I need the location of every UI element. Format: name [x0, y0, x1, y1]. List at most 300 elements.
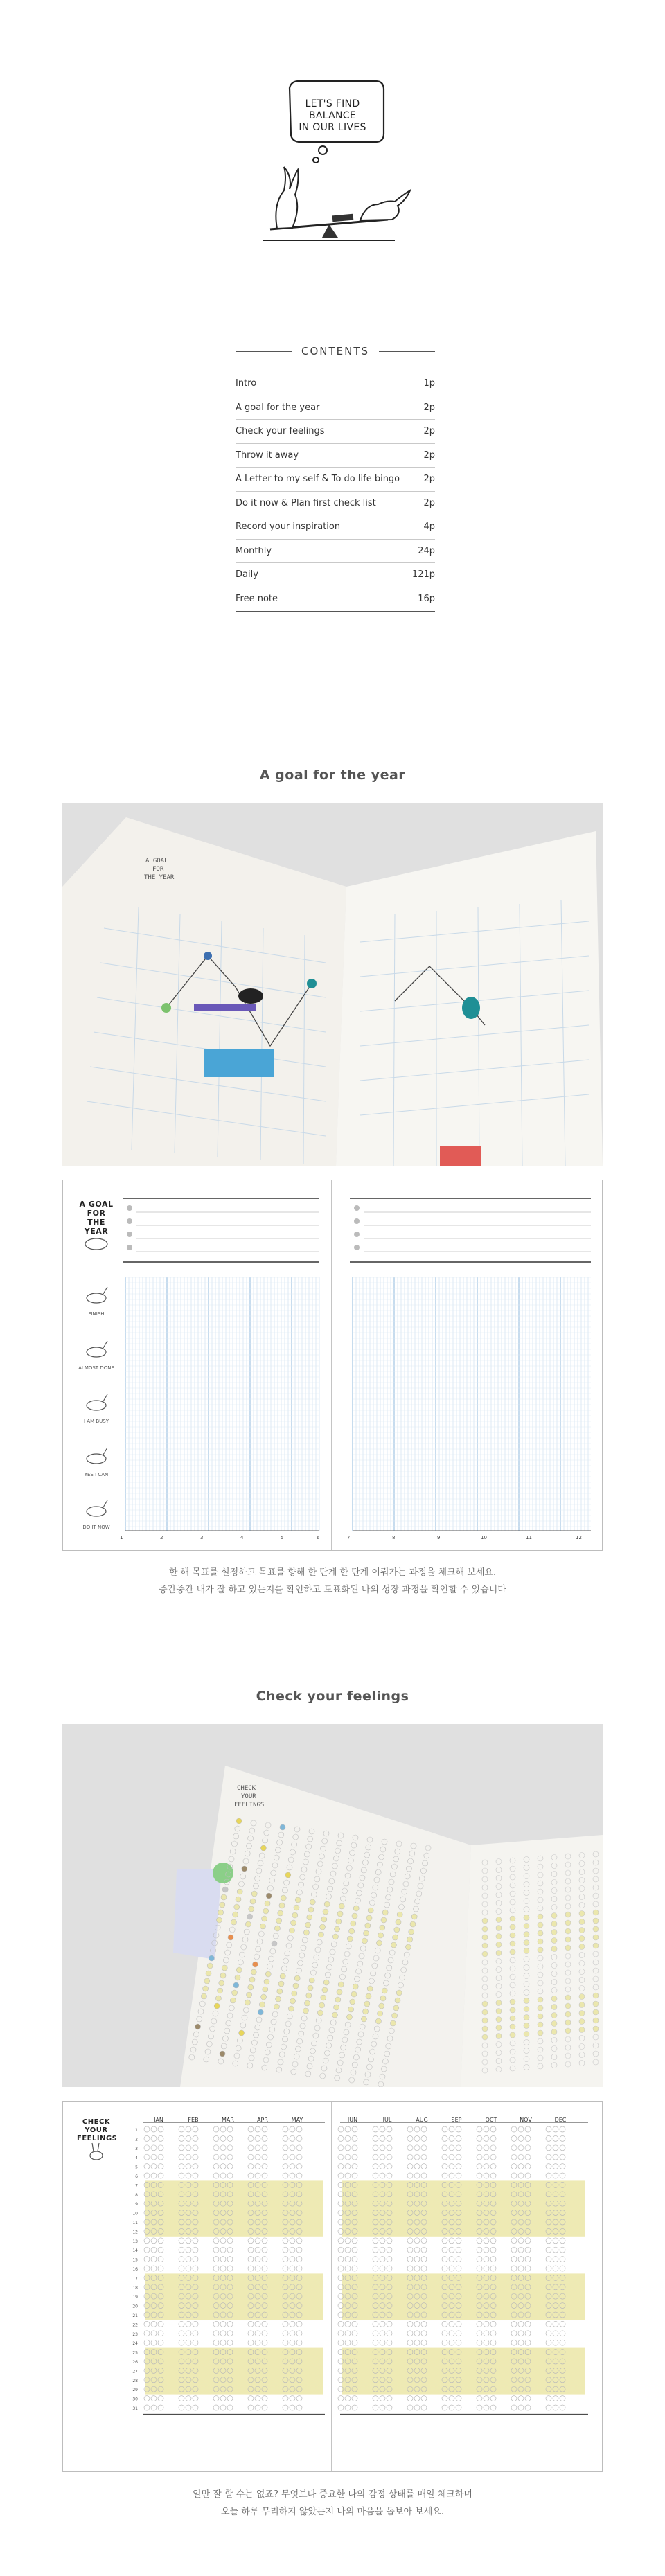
mood-circle	[227, 2266, 233, 2271]
mood-dot	[579, 1994, 585, 2000]
mood-circle	[213, 2145, 219, 2151]
mood-circle	[283, 2405, 288, 2410]
mood-dot	[482, 2034, 488, 2040]
mood-dot	[218, 1988, 223, 1993]
mood-circle	[158, 2164, 163, 2169]
mood-dot	[285, 1872, 291, 1878]
mood-circle	[477, 2405, 482, 2410]
mood-circle	[421, 2247, 427, 2253]
mood-circle	[525, 2396, 531, 2401]
mood-dot	[482, 2001, 488, 2007]
mood-circle	[338, 2238, 344, 2244]
mood-circle	[193, 2321, 198, 2327]
mood-circle	[144, 2173, 150, 2178]
mood-dot	[251, 1969, 256, 1975]
mood-circle	[387, 2266, 392, 2271]
mood-circle	[546, 2145, 551, 2151]
mood-dot	[337, 1911, 343, 1917]
mood-circle	[477, 2266, 482, 2271]
mood-circle	[380, 2321, 385, 2327]
mood-circle	[296, 2126, 302, 2132]
mood-dot	[524, 2032, 529, 2037]
mood-circle	[407, 2405, 413, 2410]
mood-circle	[144, 2396, 150, 2401]
mood-dot	[396, 1990, 402, 1996]
mood-dot	[524, 1932, 529, 1937]
mood-circle	[151, 2126, 157, 2132]
mood-circle	[553, 2145, 558, 2151]
toc-label: Check your feelings	[236, 426, 325, 437]
mood-dot	[393, 2005, 399, 2011]
mood-circle	[144, 2405, 150, 2410]
mood-circle	[193, 2126, 198, 2132]
mood-dot	[292, 1912, 298, 1918]
mood-dot	[278, 1981, 284, 1987]
toc-page: 4p	[423, 522, 435, 533]
mood-circle	[449, 2331, 454, 2336]
mood-circle	[407, 2396, 413, 2401]
mood-circle	[151, 2340, 157, 2345]
mood-circle	[373, 2247, 378, 2253]
mood-dot	[289, 1928, 294, 1933]
mood-dot	[288, 2006, 294, 2011]
mood-circle	[186, 2405, 191, 2410]
mood-dot	[496, 2000, 502, 2006]
mood-circle	[227, 2145, 233, 2151]
mood-circle	[525, 2173, 531, 2178]
month-label: NOV	[520, 2117, 532, 2123]
mood-dot	[260, 1924, 265, 1929]
mood-dot	[593, 1910, 598, 1915]
mood-circle	[290, 2135, 295, 2141]
mood-circle	[193, 2405, 198, 2410]
goal-bullet	[127, 1205, 132, 1211]
mood-circle	[407, 2340, 413, 2345]
mood-circle	[421, 2126, 427, 2132]
mood-dot	[323, 1980, 329, 1985]
mood-circle	[407, 2247, 413, 2253]
mood-dot	[260, 1845, 266, 1851]
mood-dot	[510, 1949, 515, 1955]
mood-circle	[484, 2247, 489, 2253]
mood-circle	[158, 2238, 163, 2244]
mood-circle	[220, 2405, 226, 2410]
mood-dot	[482, 1951, 488, 1957]
mood-circle	[449, 2257, 454, 2262]
mood-dot	[565, 1920, 571, 1926]
mood-circle	[262, 2331, 267, 2336]
mood-circle	[179, 2238, 184, 2244]
mood-circle	[220, 2164, 226, 2169]
mood-circle	[373, 2145, 378, 2151]
mood-circle	[387, 2145, 392, 2151]
mood-dot	[222, 1887, 228, 1892]
mood-dot	[290, 1998, 296, 2004]
toc-page: 2p	[423, 426, 435, 437]
mood-circle	[151, 2257, 157, 2262]
mood-dot	[263, 1908, 269, 1914]
mood-circle	[553, 2257, 558, 2262]
mood-circle	[186, 2321, 191, 2327]
mood-circle	[407, 2154, 413, 2160]
mood-circle	[407, 2257, 413, 2262]
mood-circle	[518, 2340, 524, 2345]
mood-circle	[227, 2247, 233, 2253]
mood-circle	[518, 2247, 524, 2253]
mood-circle	[387, 2247, 392, 2253]
mood-circle	[158, 2154, 163, 2160]
mood-dot	[363, 2009, 369, 2014]
mood-circle	[151, 2405, 157, 2410]
mood-circle	[421, 2173, 427, 2178]
mood-circle	[290, 2173, 295, 2178]
mood-circle	[414, 2164, 420, 2169]
mood-circle	[352, 2126, 357, 2132]
mood-dot	[496, 2034, 502, 2039]
mood-dot	[362, 1938, 367, 1944]
mood-dot	[276, 1996, 281, 2002]
mood-circle	[179, 2321, 184, 2327]
day-number: 4	[135, 2156, 138, 2161]
mood-circle	[407, 2331, 413, 2336]
mood-dot	[261, 1994, 267, 2000]
mood-dot	[397, 1912, 402, 1917]
mood-dot	[206, 1971, 211, 1976]
month-label: AUG	[416, 2117, 428, 2123]
mood-circle	[186, 2238, 191, 2244]
mood-dot	[565, 1995, 571, 2000]
mood-dot	[228, 1935, 233, 1940]
mood-circle	[262, 2257, 267, 2262]
title-line: FEELINGS	[77, 2135, 118, 2142]
mood-dot	[239, 2030, 245, 2036]
mood-dot	[303, 2008, 308, 2014]
rabbit-icon	[87, 1293, 106, 1303]
day-number: 18	[132, 2285, 138, 2291]
mood-circle	[283, 2340, 288, 2345]
rabbit-ear	[103, 1287, 107, 1294]
mood-circle	[248, 2266, 254, 2271]
month-label: DEC	[554, 2117, 567, 2123]
mood-circle	[193, 2396, 198, 2401]
mood-dot	[279, 1903, 285, 1908]
mood-circle	[296, 2247, 302, 2253]
mood-circle	[407, 2145, 413, 2151]
mood-dot	[236, 1967, 242, 1973]
toc-label: A Letter to my self & To do life bingo	[236, 474, 400, 485]
axis-month: 11	[526, 1535, 532, 1540]
goal-bullet	[127, 1218, 132, 1224]
mood-circle	[442, 2340, 447, 2345]
mood-dot	[318, 1932, 323, 1937]
mood-circle	[227, 2173, 233, 2178]
mood-circle	[560, 2247, 565, 2253]
mood-circle	[144, 2331, 150, 2336]
mood-circle	[193, 2164, 198, 2169]
mood-dot	[366, 1993, 371, 1999]
mood-dot	[380, 1996, 386, 2001]
mood-circle	[158, 2331, 163, 2336]
mood-circle	[213, 2173, 219, 2178]
mood-circle	[255, 2154, 260, 2160]
mood-circle	[213, 2164, 219, 2169]
mood-dot	[321, 1917, 327, 1922]
mood-dot	[551, 2005, 557, 2010]
mood-circle	[283, 2164, 288, 2169]
mood-dot	[236, 1818, 242, 1824]
mood-circle	[553, 2126, 558, 2132]
mood-circle	[283, 2154, 288, 2160]
mood-circle	[220, 2173, 226, 2178]
mood-dot	[410, 1921, 416, 1927]
mood-circle	[421, 2340, 427, 2345]
mood-dot	[496, 2009, 502, 2014]
mood-dot	[272, 1941, 277, 1946]
day-number: 17	[132, 2276, 138, 2282]
mood-circle	[255, 2135, 260, 2141]
day-number: 25	[132, 2350, 138, 2356]
mood-circle	[220, 2145, 226, 2151]
mood-circle	[248, 2257, 254, 2262]
contents-header	[236, 343, 435, 359]
day-number: 29	[132, 2388, 138, 2393]
mood-circle	[255, 2321, 260, 2327]
mood-dot	[579, 1928, 585, 1933]
toc-label: Monthly	[236, 545, 272, 556]
mood-circle	[352, 2321, 357, 2327]
mood-dot	[565, 1937, 571, 1942]
mood-circle	[227, 2257, 233, 2262]
mood-dot	[496, 1926, 502, 1931]
mood-dot	[337, 1989, 342, 1995]
mood-circle	[560, 2173, 565, 2178]
mood-dot	[351, 1991, 357, 1997]
mood-circle	[220, 2154, 226, 2160]
mood-circle	[525, 2340, 531, 2345]
mood-circle	[525, 2154, 531, 2160]
mood-circle	[248, 2154, 254, 2160]
mood-dot	[220, 2051, 225, 2057]
mood-circle	[442, 2331, 447, 2336]
mood-circle	[546, 2173, 551, 2178]
mood-circle	[352, 2266, 357, 2271]
mood-circle	[151, 2145, 157, 2151]
mood-dot	[482, 1926, 488, 1932]
mood-circle	[248, 2321, 254, 2327]
mood-circle	[255, 2238, 260, 2244]
day-number: 31	[132, 2406, 138, 2411]
mood-dot	[334, 2005, 339, 2010]
mood-circle	[490, 2331, 496, 2336]
mood-dot	[579, 1919, 585, 1925]
rabbit-icon	[85, 1238, 107, 1250]
mood-circle	[553, 2154, 558, 2160]
axis-month: 7	[347, 1535, 351, 1540]
day-number: 8	[135, 2192, 138, 2198]
mood-dot	[295, 1897, 301, 1903]
mood-dot	[551, 2029, 557, 2035]
mood-circle	[484, 2173, 489, 2178]
mood-circle	[449, 2321, 454, 2327]
mood-circle	[158, 2340, 163, 2345]
mood-dot	[291, 1920, 296, 1926]
mood-dot	[496, 1942, 502, 1948]
day-number: 5	[135, 2165, 138, 2170]
mood-dot	[579, 1944, 585, 1950]
mood-circle	[525, 2247, 531, 2253]
goal-spread	[62, 1180, 603, 1551]
mood-circle	[373, 2238, 378, 2244]
mood-circle	[442, 2396, 447, 2401]
mood-dot	[411, 1914, 417, 1919]
goal-bullet	[354, 1245, 360, 1250]
feelings-caption	[0, 2486, 665, 2521]
bubble-line: IN OUR LIVES	[299, 122, 366, 133]
day-number: 26	[132, 2360, 138, 2365]
mood-circle	[220, 2321, 226, 2327]
mood-dot	[247, 1914, 253, 1919]
mood-dot	[251, 1891, 257, 1897]
mood-dot	[551, 1921, 557, 1927]
level-label: DO IT NOW	[82, 1525, 110, 1530]
mood-circle	[151, 2321, 157, 2327]
mood-dot	[247, 1992, 252, 1998]
mood-circle	[387, 2154, 392, 2160]
mood-dot	[203, 1986, 209, 1991]
toc-page: 2p	[423, 450, 435, 461]
mood-circle	[248, 2247, 254, 2253]
month-label: MAR	[222, 2117, 234, 2123]
mood-circle	[449, 2135, 454, 2141]
mood-dot	[310, 1899, 315, 1905]
day-number: 9	[135, 2202, 138, 2208]
mood-dot	[565, 2011, 571, 2017]
mood-circle	[186, 2247, 191, 2253]
mood-circle	[248, 2405, 254, 2410]
mood-circle	[352, 2173, 357, 2178]
mood-circle	[456, 2126, 461, 2132]
mood-dot	[395, 1998, 400, 2003]
mood-circle	[144, 2340, 150, 2345]
mood-dot	[248, 1984, 254, 1990]
mood-circle	[380, 2257, 385, 2262]
mood-dot	[263, 1987, 268, 1992]
mood-circle	[484, 2340, 489, 2345]
toc-row	[236, 515, 435, 540]
mood-dot	[365, 1923, 371, 1928]
mood-dot	[245, 2000, 250, 2005]
mood-circle	[511, 2164, 517, 2169]
mood-circle	[338, 2340, 344, 2345]
mood-circle	[248, 2145, 254, 2151]
mood-circle	[179, 2331, 184, 2336]
toc-label: Intro	[236, 378, 257, 389]
day-number: 20	[132, 2304, 138, 2309]
mood-circle	[518, 2154, 524, 2160]
mood-circle	[456, 2396, 461, 2401]
mood-circle	[484, 2266, 489, 2271]
mood-circle	[414, 2396, 420, 2401]
mood-dot	[496, 2025, 502, 2031]
mood-circle	[511, 2145, 517, 2151]
mood-circle	[345, 2145, 351, 2151]
mood-circle	[255, 2145, 260, 2151]
mood-circle	[525, 2145, 531, 2151]
mood-circle	[442, 2173, 447, 2178]
mood-circle	[186, 2257, 191, 2262]
mood-dot	[380, 1925, 385, 1930]
mood-circle	[484, 2164, 489, 2169]
mood-circle	[290, 2257, 295, 2262]
mood-dot	[391, 1942, 396, 1948]
mood-dot	[233, 1982, 239, 1988]
mood-circle	[352, 2238, 357, 2244]
mood-circle	[338, 2257, 344, 2262]
mood-circle	[477, 2154, 482, 2160]
mood-circle	[373, 2173, 378, 2178]
mood-circle	[345, 2396, 351, 2401]
mood-dot	[361, 2016, 366, 2022]
mood-circle	[158, 2257, 163, 2262]
mood-circle	[518, 2321, 524, 2327]
mood-circle	[414, 2266, 420, 2271]
mood-circle	[421, 2238, 427, 2244]
mood-circle	[338, 2321, 344, 2327]
mood-dot	[390, 2020, 396, 2026]
rabbit-ear	[103, 1500, 107, 1507]
mood-circle	[442, 2321, 447, 2327]
mood-dot	[317, 2010, 323, 2016]
mood-dot	[524, 2007, 529, 2012]
mood-dot	[220, 1973, 226, 1978]
goal-page-title	[76, 1200, 117, 1236]
mood-circle	[283, 2257, 288, 2262]
mood-circle	[151, 2238, 157, 2244]
mood-circle	[414, 2405, 420, 2410]
mood-circle	[290, 2405, 295, 2410]
mood-dot	[482, 1935, 488, 1940]
day-number: 27	[132, 2369, 138, 2374]
mood-circle	[387, 2257, 392, 2262]
mood-circle	[387, 2238, 392, 2244]
mood-dot	[538, 1939, 543, 1944]
mood-circle	[296, 2173, 302, 2178]
day-number: 14	[132, 2248, 138, 2254]
divider	[379, 351, 435, 352]
mood-circle	[373, 2257, 378, 2262]
mood-circle	[151, 2266, 157, 2271]
mood-circle	[144, 2126, 150, 2132]
mood-dot	[305, 1922, 311, 1928]
toc-label: Free note	[236, 594, 278, 605]
mood-circle	[193, 2247, 198, 2253]
goal-bullet	[354, 1205, 360, 1211]
mood-circle	[352, 2257, 357, 2262]
mood-circle	[186, 2266, 191, 2271]
mood-dot	[215, 1996, 221, 2001]
mood-dot	[335, 1926, 340, 1932]
day-number: 11	[132, 2221, 138, 2226]
feelings-spread	[62, 2101, 603, 2472]
mood-circle	[213, 2396, 219, 2401]
mood-circle	[414, 2257, 420, 2262]
mood-circle	[352, 2154, 357, 2160]
mood-circle	[456, 2266, 461, 2271]
mood-circle	[414, 2173, 420, 2178]
mood-dot	[308, 1985, 313, 1991]
mood-circle	[179, 2257, 184, 2262]
mood-dot	[324, 1901, 330, 1907]
